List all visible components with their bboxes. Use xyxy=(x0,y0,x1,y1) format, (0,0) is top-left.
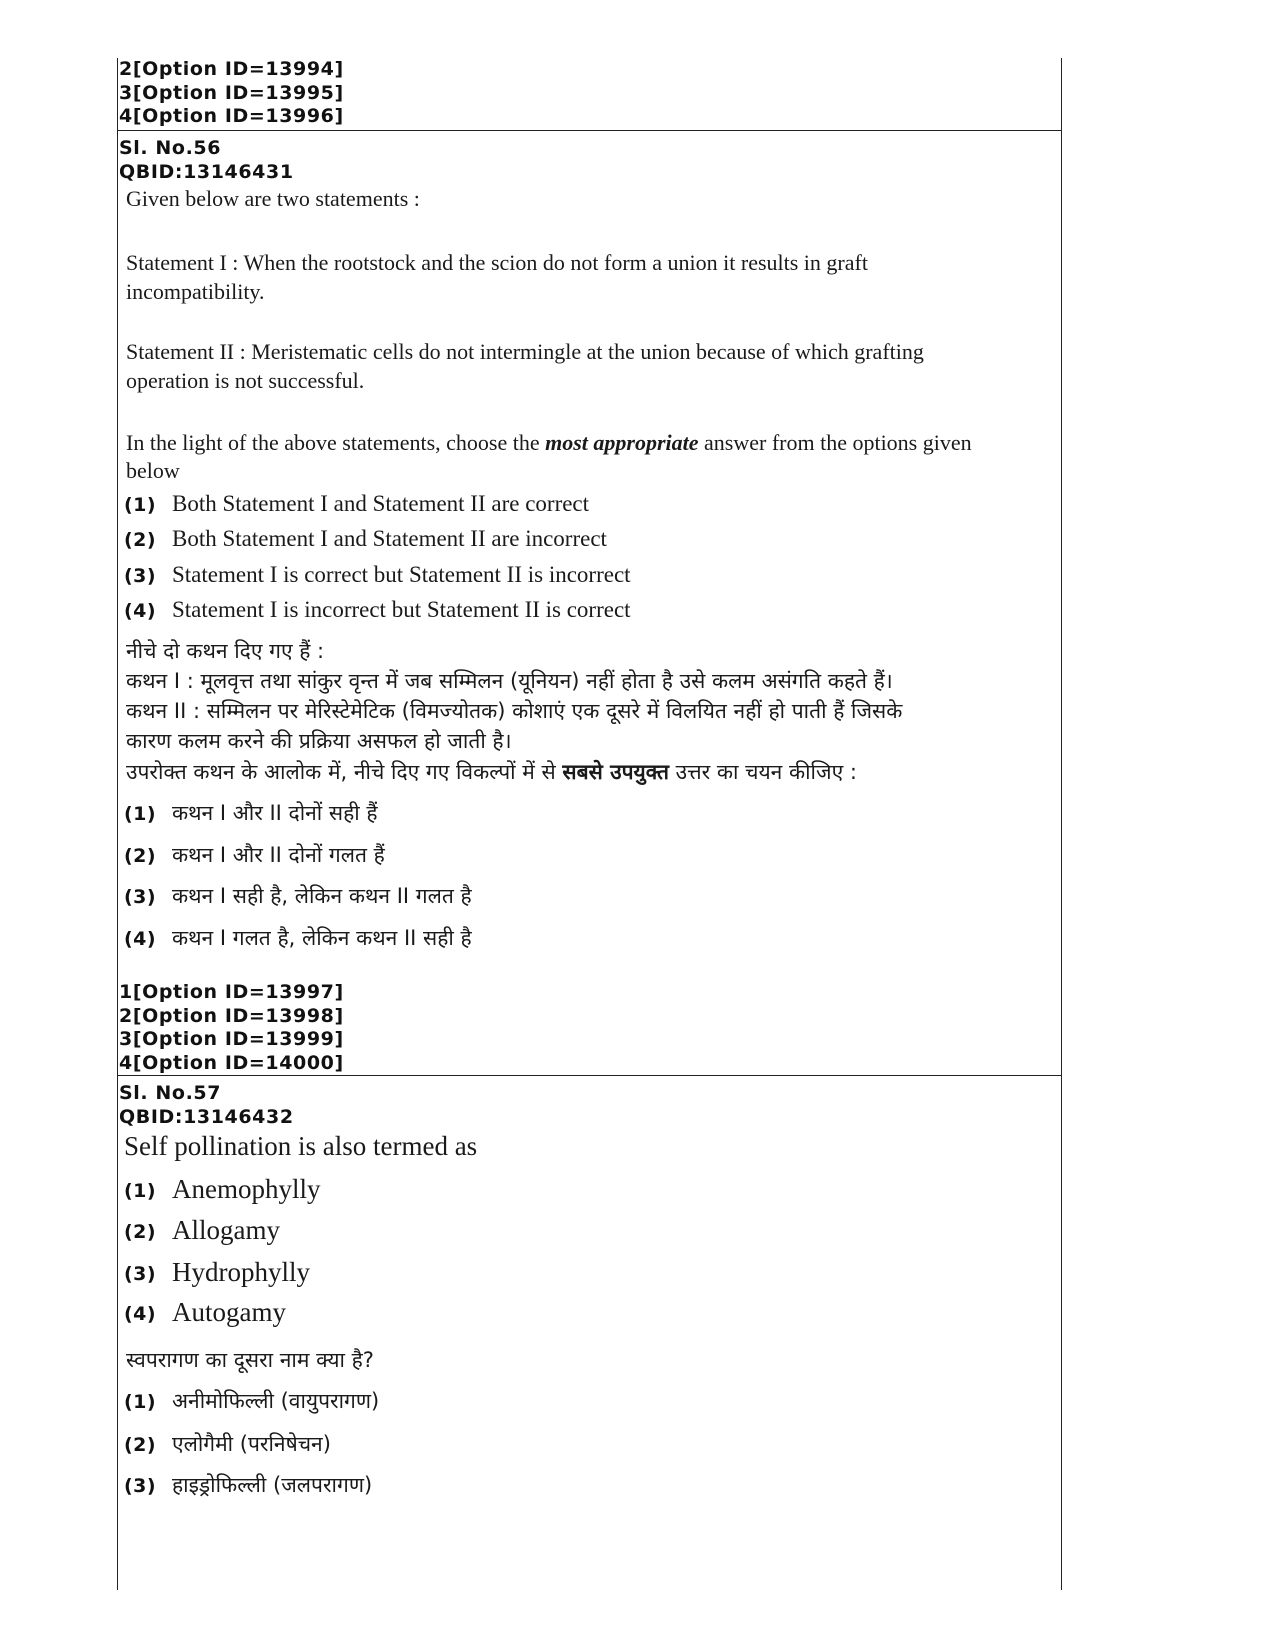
instruction-emphasis: सबसे उपयुक्त xyxy=(562,760,669,784)
option-text: Statement I is incorrect but Statement II is correct xyxy=(172,597,631,622)
q56-hindi-statement-1: कथन I : मूलवृत्त तथा सांकुर वृन्त में जब सम्मिलन (यूनियन) नहीं होता है उसे कलम असंगति कहते हैं। xyxy=(126,669,893,693)
option-text: Allogamy xyxy=(172,1215,280,1245)
q56-statement-1: Statement I : When the rootstock and the scion do not form a union it results in graft xyxy=(126,250,868,275)
q56-statement-2: Statement II : Meristematic cells do not intermingle at the union because of which grafting xyxy=(126,339,924,364)
option-number: (3) xyxy=(124,1475,157,1497)
option-number: (4) xyxy=(124,928,157,950)
option-id: 3[Option ID=13999] xyxy=(119,1028,344,1050)
q56-option-ids xyxy=(119,981,344,1075)
option-text: Autogamy xyxy=(172,1297,286,1327)
qbid: QBID:13146431 xyxy=(119,160,294,183)
option-text: Both Statement I and Statement II are correct xyxy=(172,491,590,516)
q57-header xyxy=(119,1082,294,1129)
q57-hindi-question: स्वपरागण का दूसरा नाम क्या है? xyxy=(126,1348,374,1372)
q56-hindi-statement-2-cont: कारण कलम करने की प्रक्रिया असफल हो जाती है। xyxy=(126,729,512,753)
q56-hindi-intro: नीचे दो कथन दिए गए हैं : xyxy=(126,639,325,663)
option-text: Both Statement I and Statement II are incorrect xyxy=(172,526,607,551)
q56-statement-1-cont: incompatibility. xyxy=(126,279,265,304)
option-number: (1) xyxy=(124,1180,157,1202)
q56-header xyxy=(119,137,294,184)
option-id: 4[Option ID=13996] xyxy=(119,105,344,127)
option-text: Statement I is correct but Statement II is incorrect xyxy=(172,562,631,587)
option-number: (4) xyxy=(124,600,157,622)
option-number: (3) xyxy=(124,1263,157,1285)
q56-hindi-statement-2: कथन II : सम्मिलन पर मेरिस्टेमेटिक (विमज्योतक) कोशाएं एक दूसरे में विलयित नहीं हो पाती हैं जिसके xyxy=(126,699,903,723)
serial-number: Sl. No.56 xyxy=(119,137,222,159)
option-text: एलोगैमी (परनिषेचन) xyxy=(172,1432,331,1456)
instruction-text: In the light of the above statements, choose the xyxy=(126,430,546,455)
q56-statement-2-cont: operation is not successful. xyxy=(126,368,365,393)
option-text: अनीमोफिल्ली (वायुपरागण) xyxy=(172,1389,380,1413)
option-number: (2) xyxy=(124,1434,157,1456)
q57-question: Self pollination is also termed as xyxy=(124,1131,478,1161)
option-text: कथन I सही है, लेकिन कथन II गलत है xyxy=(172,884,472,908)
option-text: कथन I और II दोनों सही हैं xyxy=(172,801,378,825)
option-id: 3[Option ID=13995] xyxy=(119,81,344,104)
option-text: Anemophylly xyxy=(172,1174,321,1204)
option-number: (1) xyxy=(124,494,157,516)
option-text: हाइड्रोफिल्ली (जलपरागण) xyxy=(172,1473,373,1497)
option-number: (4) xyxy=(124,1303,157,1325)
q56-instruction-cont: below xyxy=(126,458,180,483)
option-id: 4[Option ID=14000] xyxy=(119,1051,344,1074)
option-text: Hydrophylly xyxy=(172,1257,310,1287)
q56-instruction xyxy=(126,430,972,456)
row-divider xyxy=(117,1075,1062,1076)
prev-option-ids xyxy=(119,58,344,129)
option-id: 2[Option ID=13994] xyxy=(119,58,344,80)
option-number: (2) xyxy=(124,845,157,867)
serial-number: Sl. No.57 xyxy=(119,1082,222,1104)
option-text: कथन I और II दोनों गलत हैं xyxy=(172,843,385,867)
qbid: QBID:13146432 xyxy=(119,1105,294,1128)
instruction-emphasis: most appropriate xyxy=(545,430,699,455)
instruction-text: उपरोक्त कथन के आलोक में, नीचे दिए गए विकल्पों में से xyxy=(126,760,563,784)
option-number: (1) xyxy=(124,803,157,825)
row-divider xyxy=(117,130,1062,131)
option-number: (3) xyxy=(124,565,157,587)
instruction-text: उत्तर का चयन कीजिए : xyxy=(668,760,857,784)
q56-intro: Given below are two statements : xyxy=(126,186,420,211)
option-id: 1[Option ID=13997] xyxy=(119,981,344,1003)
option-number: (1) xyxy=(124,1391,157,1413)
option-number: (2) xyxy=(124,1221,157,1243)
option-number: (2) xyxy=(124,529,157,551)
option-number: (3) xyxy=(124,886,157,908)
instruction-text: answer from the options given xyxy=(698,430,972,455)
q56-hindi-instruction xyxy=(126,758,857,786)
option-text: कथन I गलत है, लेकिन कथन II सही है xyxy=(172,926,472,950)
option-id: 2[Option ID=13998] xyxy=(119,1004,344,1027)
